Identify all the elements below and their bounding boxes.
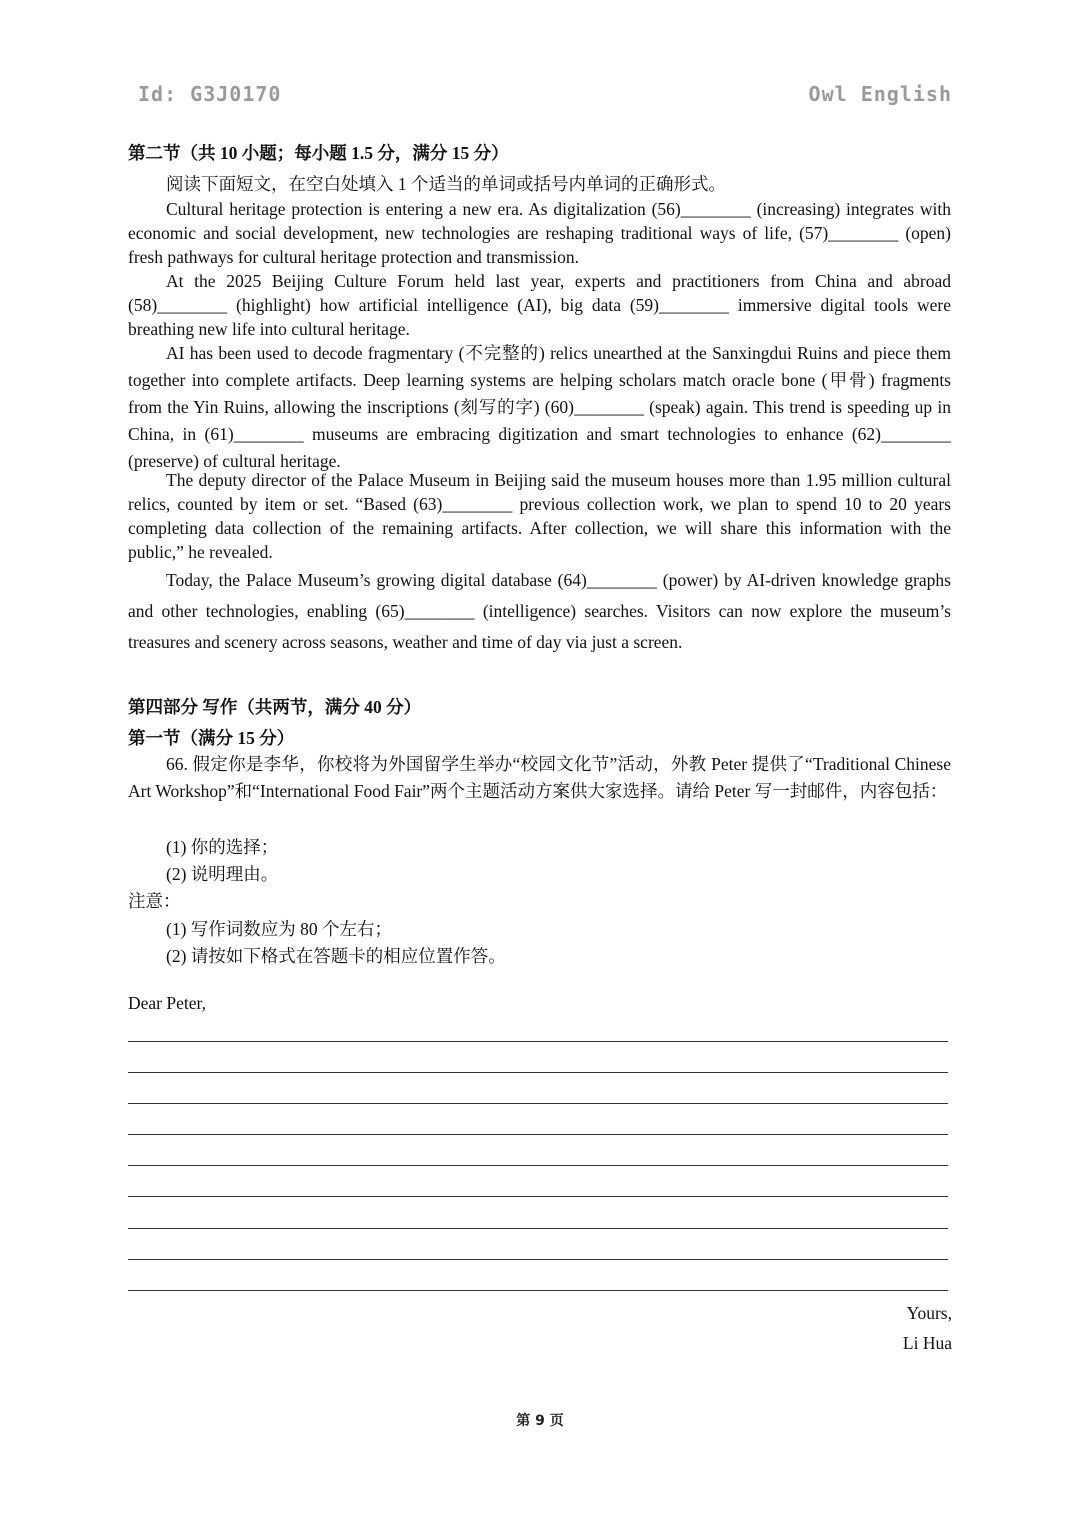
- content-item-1: (1) 你的选择；: [166, 837, 279, 857]
- passage-paragraph-4: The deputy director of the Palace Museum in Beijing said the museum houses more than 1.95 million cultural relics, counted by item or set. “Based (63)________ previous collection work, we plan to spend 10 to 20 years completing data collection of the remaining artifacts. After collection, we will share this information with the public,” he revealed.: [128, 470, 951, 562]
- letter-closing: Yours,: [906, 1303, 952, 1323]
- section2-title: 第二节（共 10 小题；每小题 1.5 分，满分 15 分）: [128, 143, 509, 163]
- note-1: (1) 写作词数应为 80 个左右；: [166, 919, 393, 939]
- section2-instruction: 阅读下面短文，在空白处填入 1 个适当的单词或括号内单词的正确形式。: [166, 174, 726, 194]
- passage-paragraph-1: Cultural heritage protection is entering a new era. As digitalization (56)________ (increasing) integrates with economic and social development, new technologies are reshaping traditional ways of life, (57)________ (open) fresh pathways for cultural heritage protection and transmission.: [128, 199, 951, 267]
- answer-line: [128, 1103, 948, 1104]
- answer-line: [128, 1134, 948, 1135]
- passage-paragraph-2: At the 2025 Beijing Culture Forum held last year, experts and practitioners from China and abroad (58)________ (highlight) how artificial intelligence (AI), big data (59)________ immersive digital tools were breathing new life into cultural heritage.: [128, 271, 951, 339]
- letter-signature: Li Hua: [902, 1333, 952, 1353]
- answer-line: [128, 1196, 948, 1197]
- answer-line: [128, 1259, 948, 1260]
- page-number: 第 9 页: [516, 1413, 564, 1429]
- content-item-2: (2) 说明理由。: [166, 864, 279, 884]
- answer-line: [128, 1165, 948, 1166]
- part4-title: 第四部分 写作（共两节，满分 40 分）: [128, 697, 422, 717]
- passage-paragraph-3: AI has been used to decode fragmentary (不完整的) relics unearthed at the Sanxingdui Ruins and piece them together into complete artifacts. Deep learning systems are helping scholars match oracle bone (甲骨) fragments from the Yin Ruins, allowing the inscriptions (刻写的字) (60)________ (speak) again. This trend is speeding up in China, in (61)________ museums are embracing digitization and smart technologies to enhance (62)________ (preserve) of cultural heritage.: [128, 343, 951, 471]
- notes-label: 注意：: [128, 891, 181, 911]
- answer-line: [128, 1041, 948, 1042]
- passage-paragraph-5: Today, the Palace Museum’s growing digital database (64)________ (power) by AI-driven knowledge graphs and other technologies, enabling (65)________ (intelligence) searches. Visitors can now explore the museum’s treasures and scenery across seasons, weather and time of day via just a screen.: [128, 570, 951, 652]
- brand-name: Owl English: [808, 82, 952, 106]
- letter-salutation: Dear Peter,: [128, 993, 207, 1013]
- answer-line: [128, 1228, 948, 1229]
- writing-prompt: 66. 假定你是李华，你校将为外国留学生举办“校园文化节”活动，外教 Peter 提供了“Traditional Chinese Art Workshop”和“International Food Fair”两个主题活动方案供大家选择。请给 Peter 写一封邮件，内容包括：: [128, 754, 951, 801]
- answer-line: [128, 1290, 948, 1291]
- writing-section1-title: 第一节（满分 15 分）: [128, 728, 295, 748]
- answer-line: [128, 1072, 948, 1073]
- note-2: (2) 请按如下格式在答题卡的相应位置作答。: [166, 946, 506, 966]
- exam-id: Id: G3J0170: [138, 82, 282, 106]
